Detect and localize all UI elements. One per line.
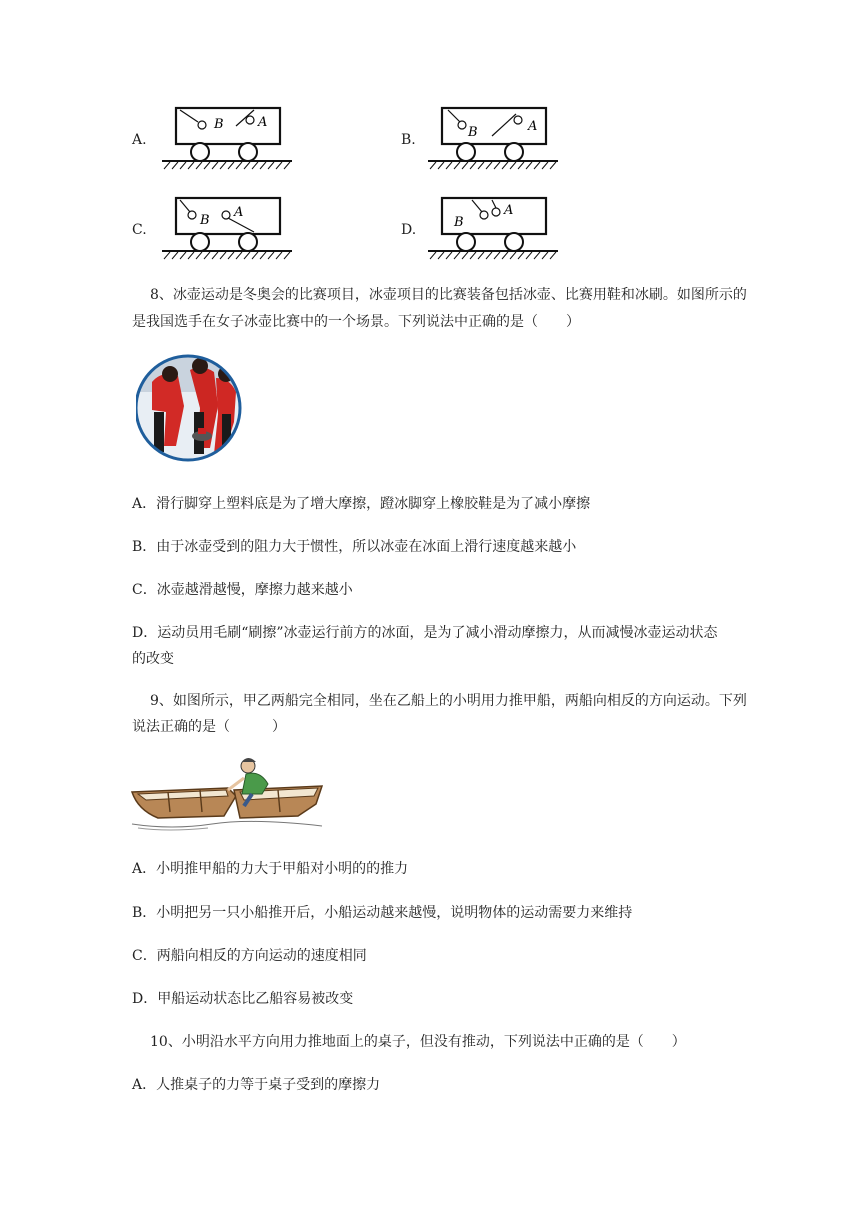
option-a[interactable]: A．滑行脚穿上塑料底是为了增大摩擦，蹬冰脚穿上橡胶鞋是为了减小摩擦: [132, 496, 591, 512]
label-a: A: [234, 205, 244, 220]
option-d[interactable]: D．甲船运动状态比乙船容易被改变: [132, 991, 354, 1007]
option-letter: B.: [401, 132, 416, 148]
option-letter: A.: [132, 132, 147, 148]
boats-illustration: [128, 754, 328, 834]
option-a[interactable]: A．小明推甲船的力大于甲船对小明的的推力: [132, 861, 409, 877]
cart-diagram-a: [158, 104, 298, 174]
curling-photo: [136, 352, 252, 468]
option-letter: D.: [401, 222, 417, 238]
option-d[interactable]: D．运动员用毛刷“刷擦”冰壶运行前方的冰面，是为了减小滑动摩擦力，从而减慢冰壶运动状态: [132, 625, 718, 641]
label-a: A: [258, 115, 268, 130]
option-letter: C.: [132, 222, 147, 238]
option-b[interactable]: B．小明把另一只小船推开后，小船运动越来越慢，说明物体的运动需要力来维持: [132, 905, 633, 921]
option-c[interactable]: C．冰壶越滑越慢，摩擦力越来越小: [132, 582, 353, 598]
label-b: B: [200, 213, 210, 228]
cart-diagram-d: [424, 194, 564, 264]
question-text: 是我国选手在女子冰壶比赛中的一个场景。下列说法中正确的是（ ）: [132, 314, 580, 330]
label-b: B: [214, 117, 224, 132]
question-text: 说法正确的是（ ）: [132, 719, 286, 735]
cart-diagram-c: [158, 194, 298, 264]
option-b[interactable]: B．由于冰壶受到的阻力大于惯性，所以冰壶在冰面上滑行速度越来越小: [132, 539, 577, 555]
label-a: A: [504, 203, 514, 218]
option-d-continued: 的改变: [132, 651, 174, 667]
label-b: B: [454, 215, 464, 230]
question-text: 10、小明沿水平方向用力推地面上的桌子，但没有推动，下列说法中正确的是（ ）: [150, 1034, 686, 1050]
option-a[interactable]: A．人推桌子的力等于桌子受到的摩擦力: [132, 1077, 381, 1093]
option-c[interactable]: C．两船向相反的方向运动的速度相同: [132, 948, 367, 964]
label-a: A: [528, 119, 538, 134]
cart-diagram-b: [424, 104, 564, 174]
question-text: 9、如图所示，甲乙两船完全相同，坐在乙船上的小明用力推甲船，两船向相反的方向运动。下列: [150, 693, 747, 709]
question-text: 8、冰壶运动是冬奥会的比赛项目，冰壶项目的比赛装备包括冰壶、比赛用鞋和冰刷。如图所示的: [150, 287, 747, 303]
label-b: B: [468, 125, 478, 140]
